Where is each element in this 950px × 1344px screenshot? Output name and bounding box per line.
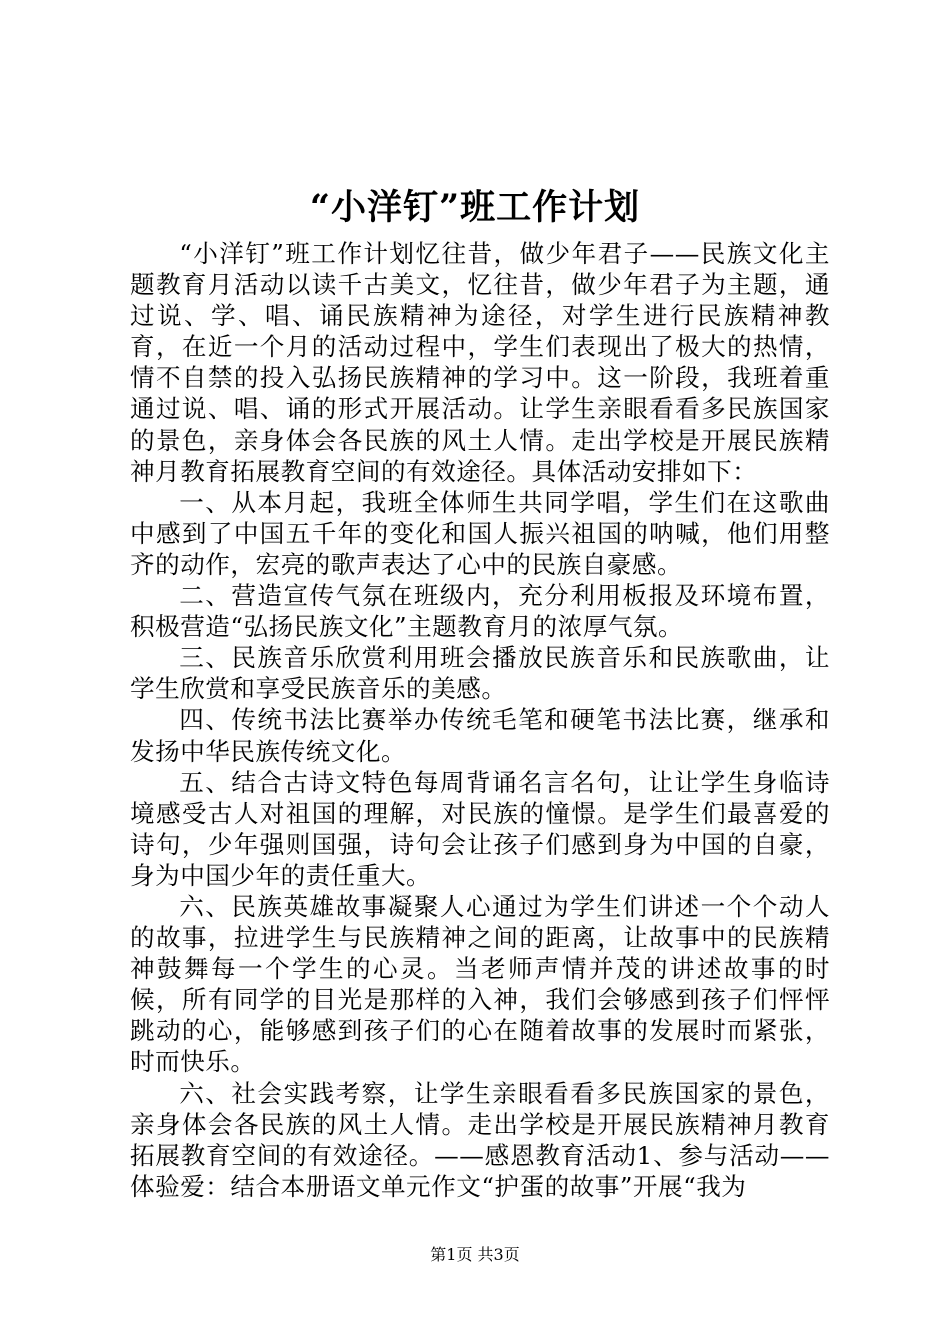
paragraph-item-3: 三、民族音乐欣赏利用班会播放民族音乐和民族歌曲，让学生欣赏和享受民族音乐的美感。 xyxy=(130,643,830,704)
paragraph-item-5: 五、结合古诗文特色每周背诵名言名句，让让学生身临诗境感受古人对祖国的理解，对民族的憧憬。是学生们最喜爱的诗句，少年强则国强，诗句会让孩子们感到身为中国的自豪，身为中国少年的责任重大。 xyxy=(130,767,830,890)
paragraph-intro: “小洋钉”班工作计划忆往昔，做少年君子——民族文化主题教育月活动以读千古美文，忆往昔，做少年君子为主题，通过说、学、唱、诵民族精神为途径，对学生进行民族精神教育，在近一个月的活动过程中，学生们表现出了极大的热情，情不自禁的投入弘扬民族精神的学习中。这一阶段，我班着重通过说、唱、诵的形式开展活动。让学生亲眼看看多民族国家的景色，亲身体会各民族的风土人情。走出学校是开展民族精神月教育拓展教育空间的有效途径。具体活动安排如下： xyxy=(130,239,830,486)
paragraph-item-6b: 六、社会实践考察，让学生亲眼看看多民族国家的景色，亲身体会各民族的风土人情。走出学校是开展民族精神月教育拓展教育空间的有效途径。——感恩教育活动1、参与活动——体验爱：结合本册语文单元作文“护蛋的故事”开展“我为 xyxy=(130,1078,830,1201)
document-title: “小洋钉”班工作计划 xyxy=(309,187,641,228)
page-number-footer: 第1页 共3页 xyxy=(430,1245,520,1264)
paragraph-item-1: 一、从本月起，我班全体师生共同学唱，学生们在这歌曲中感到了中国五千年的变化和国人振兴祖国的呐喊，他们用整齐的动作，宏亮的歌声表达了心中的民族自豪感。 xyxy=(130,487,830,579)
paragraph-item-4: 四、传统书法比赛举办传统毛笔和硬笔书法比赛，继承和发扬中华民族传统文化。 xyxy=(130,705,830,766)
document-body xyxy=(130,238,830,1202)
paragraph-item-2: 二、营造宣传气氛在班级内，充分利用板报及环境布置，积极营造“弘扬民族文化”主题教育月的浓厚气氛。 xyxy=(130,581,830,642)
paragraph-item-6a: 六、民族英雄故事凝聚人心通过为学生们讲述一个个动人的故事，拉进学生与民族精神之间的距离，让故事中的民族精神鼓舞每一个学生的心灵。当老师声情并茂的讲述故事的时候，所有同学的目光是那样的入神，我们会够感到孩子们怦怦跳动的心，能够感到孩子们的心在随着故事的发展时而紧张，时而快乐。 xyxy=(130,891,830,1077)
